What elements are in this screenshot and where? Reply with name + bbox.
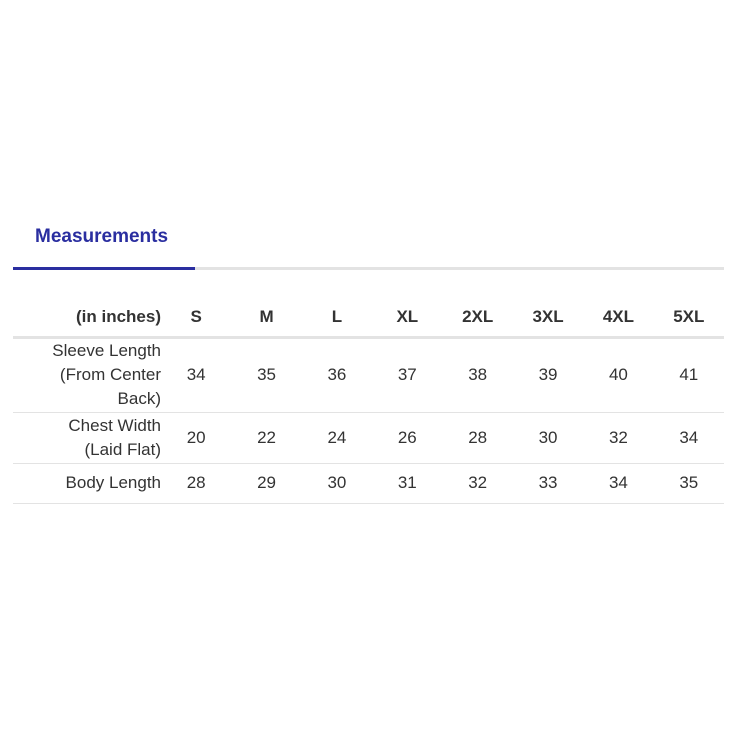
table-cell: 30 (327, 473, 347, 492)
size-header-xl: XL (372, 299, 442, 337)
table-cell: 32 (608, 427, 628, 447)
table-cell: 28 (468, 427, 488, 447)
table-cell: 35 (257, 365, 277, 384)
size-header-l: L (302, 299, 372, 337)
size-header-3xl: 3XL (513, 299, 583, 337)
table-cell: 22 (257, 427, 277, 447)
measurements-table (13, 299, 724, 504)
table-cell: 29 (257, 473, 277, 492)
table-cell: 26 (397, 427, 417, 447)
table-header-row (13, 299, 724, 337)
table-cell: 35 (679, 473, 699, 492)
table-cell: 33 (538, 473, 558, 492)
table-cell: 40 (608, 365, 628, 384)
table-cell: 24 (327, 427, 347, 447)
active-tab-indicator (13, 267, 195, 270)
table-row-chest-width (13, 412, 724, 463)
size-header-5xl: 5XL (654, 299, 724, 337)
table-cell: 37 (397, 365, 417, 384)
row-label-body-length: Body Length (65, 473, 161, 492)
table-cell: 41 (679, 365, 699, 384)
size-header-4xl: 4XL (583, 299, 653, 337)
row-label-chest-width: Chest Width (Laid Flat) (68, 415, 161, 459)
size-header-s: S (161, 299, 231, 337)
size-header-m: M (231, 299, 301, 337)
row-label-sleeve-length: Sleeve Length (From Center Back) (52, 341, 161, 408)
tab-measurements[interactable] (13, 219, 195, 271)
table-cell: 36 (327, 365, 347, 384)
table-cell: 34 (679, 427, 699, 447)
unit-header: (in inches) (13, 299, 161, 337)
table-cell: 20 (186, 427, 206, 447)
table-cell: 28 (186, 473, 206, 492)
tab-bar (13, 219, 724, 271)
table-cell: 38 (468, 365, 488, 384)
table-cell: 30 (538, 427, 558, 447)
table-cell: 32 (468, 473, 488, 492)
table-cell: 34 (608, 473, 628, 492)
table-cell: 31 (397, 473, 417, 492)
table-row-body-length (13, 463, 724, 503)
table-cell: 34 (186, 365, 206, 384)
table-row-sleeve-length (13, 337, 724, 412)
tab-measurements-label: Measurements (35, 226, 169, 247)
size-header-2xl: 2XL (443, 299, 513, 337)
table-cell: 39 (538, 365, 558, 384)
